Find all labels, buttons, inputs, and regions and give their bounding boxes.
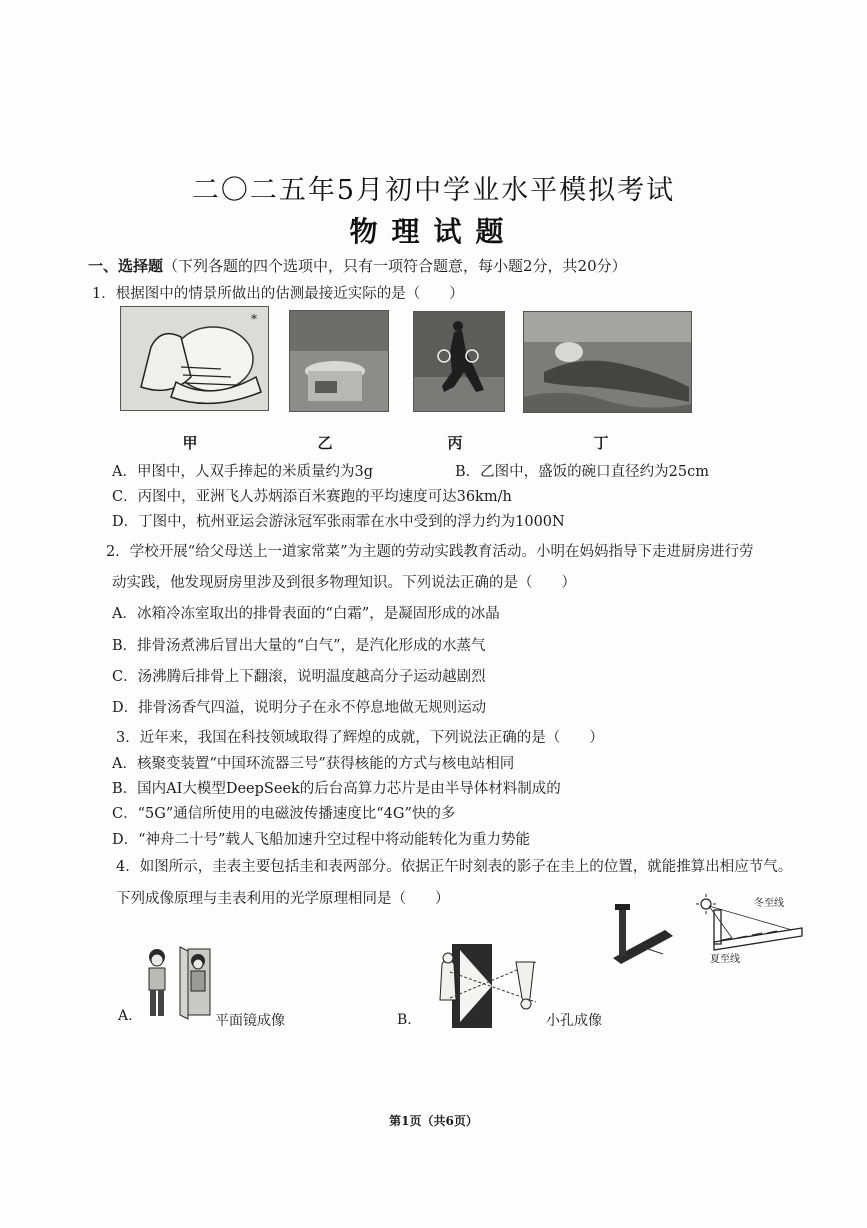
q1-option-b: B．乙图中，盛饭的碗口直径约为25cm (455, 464, 709, 480)
section-instructions: （下列各题的四个选项中，只有一项符合题意，每小题2分，共20分） (163, 257, 627, 275)
photo-bing (413, 311, 505, 412)
q1-option-c: C．丙图中，亚洲飞人苏炳添百米赛跑的平均速度可达36km/h (112, 489, 512, 505)
exam-title: 二〇二五年5月初中学业水平模拟考试 (191, 175, 676, 206)
q3-option-a: A．核聚变装置“中国环流器三号”获得核能的方式与核电站相同 (112, 756, 515, 772)
q3-option-c: C．“5G”通信所使用的电磁波传播速度比“4G”快的多 (112, 806, 456, 822)
photo-yi (289, 310, 389, 412)
winter-solstice-label: 冬至线 (754, 898, 784, 909)
q3-option-b: B．国内AI大模型DeepSeek的后台高算力芯片是由半导体材料制成的 (112, 781, 561, 797)
photo-jia (120, 306, 269, 411)
photo-ding (523, 311, 692, 413)
boy-mirror-icon (140, 945, 215, 1020)
page-number: 第1页（共6页） (389, 1114, 478, 1128)
q2-option-d: D．排骨汤香气四溢，说明分子在永不停息地做无规则运动 (112, 700, 487, 716)
q1-stem: 1．根据图中的情景所做出的估测最接近实际的是（ ） (92, 286, 464, 302)
pinhole-figure (436, 942, 548, 1030)
q3-stem: 3．近年来，我国在科技领域取得了辉煌的成就，下列说法正确的是（ ） (116, 730, 604, 746)
q4-stem-line1: 4．如图所示，圭表主要包括圭和表两部分。依据正午时刻表的影子在圭上的位置，就能推算出相应节气。 (116, 859, 793, 875)
section-title: 一、选择题 (88, 257, 164, 275)
guibiao-shadow-diagram (605, 900, 680, 965)
q4-option-a-label: 平面镜成像 (215, 1013, 285, 1029)
caption-ding: 丁 (593, 434, 609, 452)
q2-option-c: C．汤沸腾后排骨上下翻滚，说明温度越高分子运动越剧烈 (112, 669, 486, 685)
caption-jia: 甲 (182, 434, 198, 452)
q2-stem-line1: 2．学校开展“给父母送上一道家常菜”为主题的劳动实践教育活动。小明在妈妈指导下走进厨房进行劳 (106, 544, 754, 560)
section-heading (88, 255, 627, 276)
q2-option-b: B．排骨汤煮沸后冒出大量的“白气”，是汽化形成的水蒸气 (112, 638, 486, 654)
pinhole-camera-icon (436, 942, 548, 1030)
sundial-pole-icon (605, 900, 680, 965)
guibiao-solstice-diagram (692, 892, 817, 967)
q1-option-a: A．甲图中，人双手捧起的米质量约为3g (112, 464, 373, 480)
q4-option-b-label: 小孔成像 (546, 1013, 602, 1029)
q2-option-a: A．冰箱冷冻室取出的排骨表面的“白霜”，是凝固形成的冰晶 (112, 606, 500, 622)
swimmer-photo (524, 312, 691, 412)
exam-subject: 物理试题 (349, 215, 518, 248)
rice-bowl-photo (290, 311, 388, 411)
caption-bing: 丙 (447, 434, 463, 452)
summer-solstice-label: 夏至线 (710, 954, 740, 965)
q4-option-a-letter: A. (118, 1008, 133, 1024)
caption-yi: 乙 (317, 434, 333, 452)
svg-text:*: * (251, 312, 257, 326)
sprinter-photo (414, 312, 504, 411)
plane-mirror-figure (140, 945, 215, 1020)
hands-rice-illustration (121, 307, 268, 410)
q1-option-d: D．丁图中，杭州亚运会游泳冠军张雨霏在水中受到的浮力约为1000N (112, 514, 565, 530)
q2-stem-line2: 动实践，他发现厨房里涉及到很多物理知识。下列说法正确的是（ ） (112, 575, 576, 591)
q3-option-d: D．“神舟二十号”载人飞船加速升空过程中将动能转化为重力势能 (112, 832, 530, 848)
q4-stem-line2: 下列成像原理与圭表利用的光学原理相同是（ ） (116, 891, 450, 907)
q4-option-b-letter: B. (397, 1012, 412, 1028)
